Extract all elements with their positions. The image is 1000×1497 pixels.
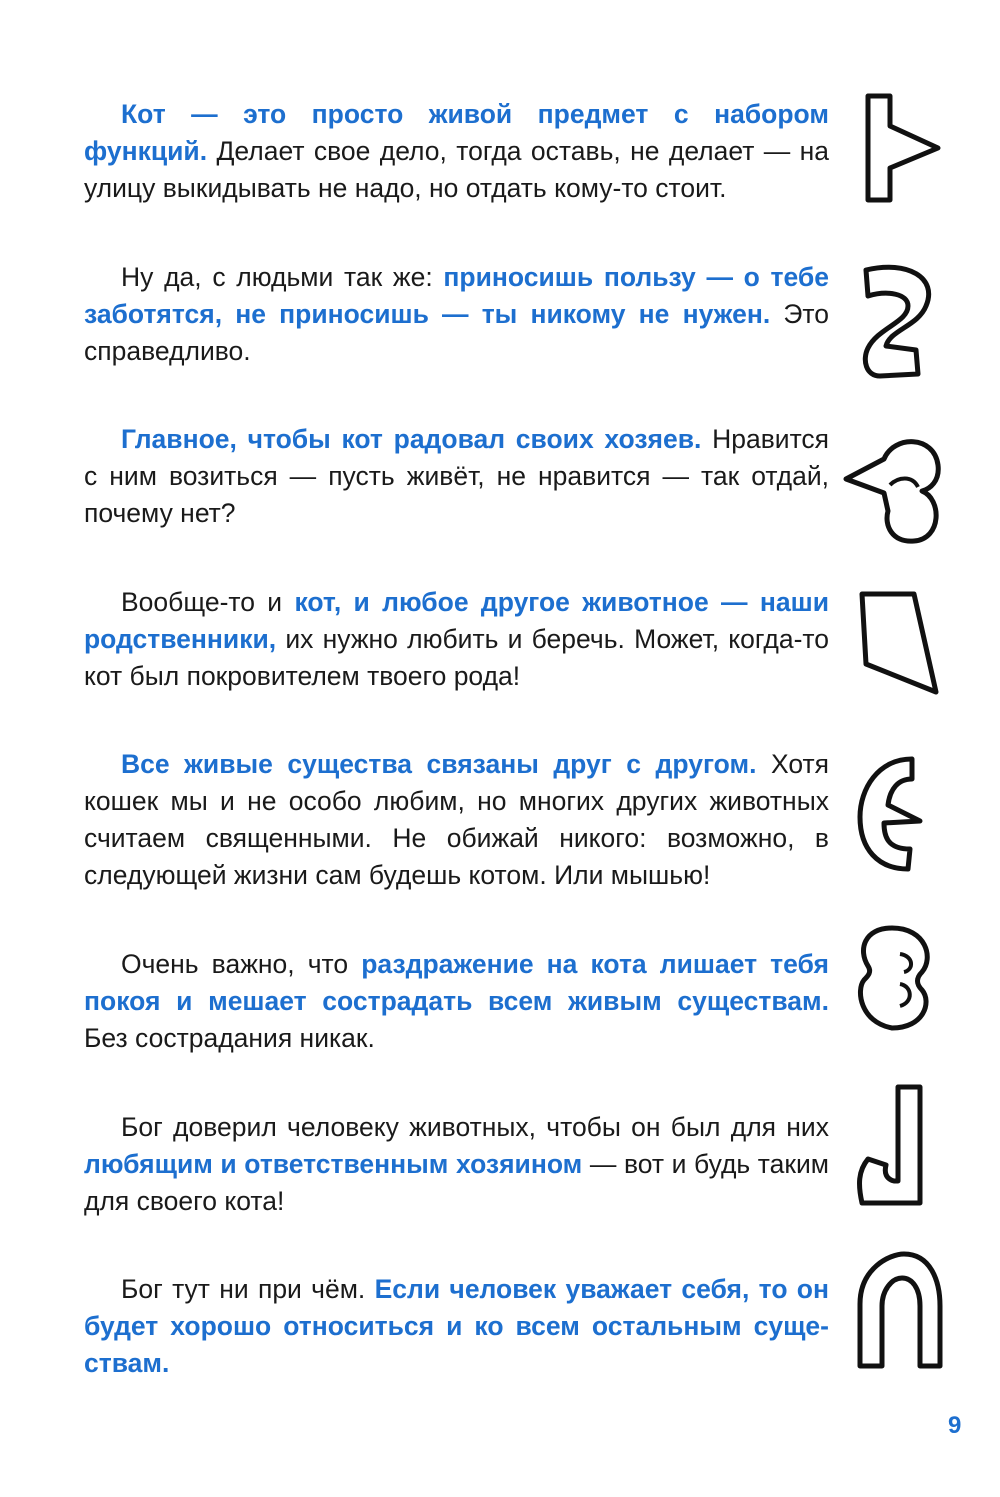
paragraph-6 — [84, 946, 829, 1057]
cipher-symbol-3-icon — [838, 415, 948, 555]
paragraph-8 — [84, 1271, 829, 1382]
cipher-symbol-5-icon — [838, 745, 948, 885]
paragraph-1 — [84, 96, 829, 207]
body-text: Хотя кошек мы и не особо любим, но многих других животных считаем священными. Не обижай никого: возможно, в следующей жизни сам будешь котом. Или мышью! — [84, 749, 829, 890]
cipher-glyph-column — [838, 80, 958, 1380]
body-text: Бог тут ни при чём. — [121, 1274, 375, 1304]
body-text: — вот и будь таким для своего кота! — [84, 1149, 829, 1216]
cipher-symbol-7-icon — [838, 1075, 948, 1215]
paragraph-4 — [84, 584, 829, 695]
cipher-symbol-2-icon — [838, 250, 948, 390]
highlighted-text: Кот — это просто живой предмет с набором функций. — [84, 99, 829, 166]
body-text: Делает свое дело, тогда оставь, не делает — на улицу выкидывать не надо, но отдать кому-то стоит. — [84, 136, 829, 203]
highlighted-text: Все живые существа связаны друг с другом. — [121, 749, 757, 779]
body-text: Вообще-то и — [121, 587, 295, 617]
highlighted-text: раздражение на кота лишает тебя покоя и мешает сострадать всем живым существам. — [84, 949, 829, 1016]
highlighted-text: Главное, чтобы кот радовал своих хозяев. — [121, 424, 702, 454]
page-number: 9 — [948, 1412, 962, 1439]
body-text: Бог доверил человеку животных, чтобы он был для них — [121, 1112, 829, 1142]
body-text: их нужно любить и беречь. Может, когда-то кот был покровителем твоего рода! — [84, 624, 829, 691]
paragraph-5 — [84, 746, 829, 894]
paragraph-2 — [84, 259, 829, 370]
cipher-symbol-1-icon — [838, 84, 948, 224]
body-text: Нравится с ним возиться — пусть живёт, не нравится — так отдай, почему нет? — [84, 424, 830, 528]
paragraph-7 — [84, 1109, 829, 1220]
highlighted-text: любящим и ответственным хозяином — [84, 1149, 583, 1179]
body-text: Очень важно, что — [121, 949, 362, 979]
body-text: Это справедливо. — [84, 299, 829, 366]
highlighted-text: приносишь пользу — о тебе заботятся, не приносишь — ты никому не нужен. — [84, 262, 830, 329]
body-text: Ну да, с людьми так же: — [121, 262, 444, 292]
paragraph-3 — [84, 421, 829, 532]
cipher-symbol-4-icon — [838, 580, 948, 720]
body-text: Без сострадания никак. — [84, 1023, 375, 1053]
cipher-symbol-6-icon — [838, 910, 948, 1050]
highlighted-text: кот, и любое другое животное — наши родственники, — [84, 587, 829, 654]
highlighted-text: Если человек уважает себя, то он будет хорошо относиться и ко всем остальным существам. — [84, 1274, 830, 1378]
cipher-symbol-8-icon — [838, 1240, 948, 1380]
